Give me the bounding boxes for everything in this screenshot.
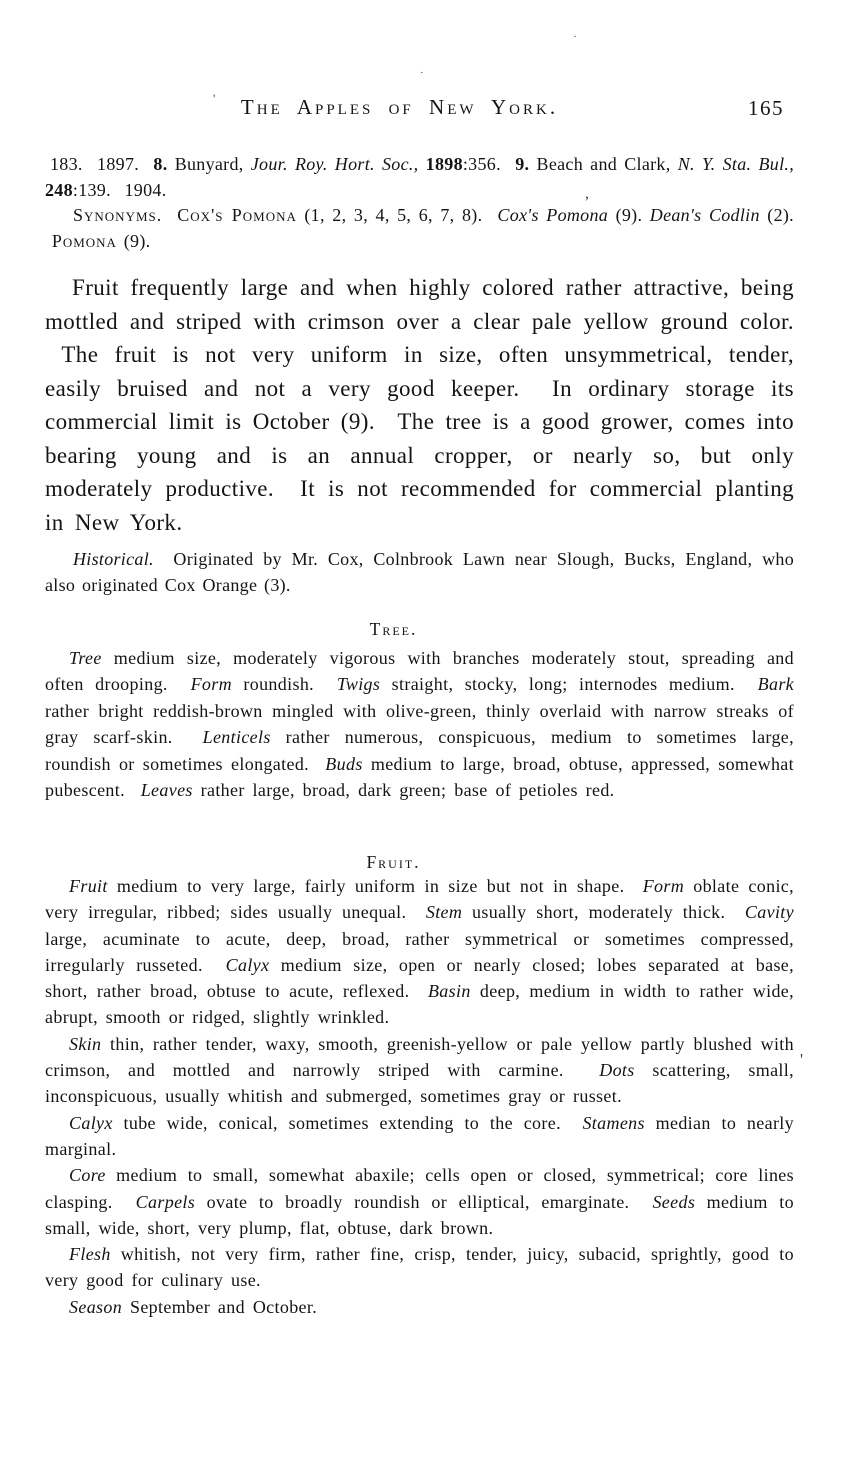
text-segment: Calyx bbox=[69, 1112, 113, 1133]
text-segment: medium to very large, fairly uniform in size but not in shape. bbox=[107, 876, 643, 896]
text-segment: thin, rather tender, waxy, smooth, greenish-yellow or pale yellow partly blushed with crimson, and mottled and narrowly striped with carmine. bbox=[45, 1033, 794, 1081]
text-segment: Buds bbox=[325, 753, 363, 774]
text-segment: medium size, open or nearly closed; lobes separated at base, short, rather broad, obtuse to acute, reflexed. bbox=[45, 954, 794, 1002]
text-segment: Stem bbox=[425, 902, 463, 923]
text-segment: roundish. bbox=[231, 674, 337, 695]
text-segment: tube wide, conical, sometimes extending to the core. bbox=[112, 1112, 583, 1133]
text-segment: Basin bbox=[427, 981, 471, 1002]
scan-artifact-mark: , bbox=[585, 185, 589, 202]
text-segment: Leaves bbox=[140, 780, 193, 801]
fruit-paragraph-general bbox=[45, 873, 794, 1031]
text-segment: September and October. bbox=[122, 1296, 318, 1317]
text-segment: Carpels bbox=[135, 1191, 196, 1212]
text-segment: medium size, moderately vigorous with branches moderately stout, spreading and often drooping. bbox=[45, 648, 794, 695]
text-segment bbox=[162, 205, 177, 225]
text-segment: Form bbox=[190, 674, 232, 695]
text-segment: Seeds bbox=[652, 1191, 696, 1212]
text-segment: Stamens bbox=[582, 1112, 645, 1133]
scan-artifact-mark: · bbox=[573, 29, 577, 43]
synonyms-paragraph bbox=[45, 203, 794, 254]
fruit-paragraph-calyx-tube bbox=[45, 1110, 794, 1163]
fruit-section-heading: Fruit. bbox=[366, 852, 421, 872]
text-segment: 183. 1897. bbox=[50, 154, 154, 174]
tree-section-heading: Tree. bbox=[369, 619, 418, 639]
text-segment: Historical. bbox=[73, 549, 154, 569]
text-segment: Cox's Pomona bbox=[497, 205, 609, 225]
text-segment: N. Y. Sta. Bul., bbox=[677, 154, 794, 174]
text-segment: Jour. Roy. Hort. Soc., bbox=[250, 154, 419, 174]
fruit-paragraph-flesh bbox=[45, 1241, 794, 1294]
text-segment: rather bright reddish-brown mingled with olive-green, thinly overlaid with narrow streaks of gray scarf-skin. bbox=[45, 700, 794, 748]
page-number: 165 bbox=[748, 96, 784, 120]
text-segment: Form bbox=[642, 876, 685, 896]
text-segment: medium to small, wide, short, very plump, flat, obtuse, dark brown. bbox=[45, 1191, 794, 1238]
historical-paragraph bbox=[45, 547, 794, 598]
text-segment: Twigs bbox=[336, 674, 381, 695]
text-segment: Season bbox=[69, 1296, 123, 1317]
scan-artifact-mark: ' bbox=[213, 91, 216, 106]
fruit-paragraph-season bbox=[45, 1294, 794, 1320]
text-segment bbox=[418, 154, 425, 174]
text-segment: (1, 2, 3, 4, 5, 6, 7, 8). bbox=[296, 205, 498, 225]
text-segment: ovate to broadly roundish or elliptical, emarginate. bbox=[195, 1191, 653, 1212]
text-segment: Tree bbox=[69, 648, 102, 668]
fruit-section-block bbox=[45, 873, 794, 1320]
text-segment: :139. 1904. bbox=[72, 179, 167, 200]
text-segment: Synonyms. bbox=[73, 205, 163, 225]
citation-paragraph bbox=[45, 152, 794, 203]
text-segment: rather numerous, conspicuous, medium to sometimes large, roundish or sometimes elongated. bbox=[45, 727, 794, 774]
text-segment: Cavity bbox=[744, 902, 794, 923]
fruit-paragraph-skin bbox=[45, 1031, 794, 1110]
text-segment: medium to large, broad, obtuse, appressed, somewhat pubescent. bbox=[45, 753, 794, 801]
text-segment: Pomona bbox=[51, 230, 117, 251]
text-segment: 8. bbox=[153, 154, 168, 174]
text-segment: straight, stocky, long; internodes medium. bbox=[380, 674, 758, 695]
text-segment: Bark bbox=[757, 674, 795, 695]
text-segment: 248 bbox=[45, 179, 73, 200]
scan-artifact-mark: ' bbox=[800, 1050, 804, 1069]
text-segment: rather large, broad, dark green; base of petioles red. bbox=[192, 780, 615, 801]
text-segment: (9). bbox=[608, 205, 650, 225]
text-segment: median to nearly marginal. bbox=[45, 1112, 795, 1159]
text-segment: Dean's Codlin bbox=[649, 205, 760, 225]
text-segment: oblate conic, very irregular, ribbed; sides usually unequal. bbox=[45, 876, 794, 923]
fruit-paragraph-core bbox=[45, 1162, 794, 1241]
text-segment: Calyx bbox=[225, 954, 270, 975]
text-segment: (2). bbox=[45, 205, 794, 251]
text-segment: deep, medium in width to rather wide, abrupt, smooth or ridged, slightly wrinkled. bbox=[45, 981, 795, 1028]
text-segment: medium to small, somewhat abaxile; cells open or closed, symmetrical; core lines clasping. bbox=[45, 1165, 794, 1212]
text-segment: Cox's Pomona bbox=[177, 205, 297, 225]
text-segment: (9). bbox=[116, 230, 151, 251]
text-segment: scattering, small, inconspicuous, usually whitish and submerged, sometimes gray or russet. bbox=[45, 1060, 794, 1107]
text-segment: 9. bbox=[515, 154, 530, 174]
text-segment: Fruit frequently large and when highly colored rather attractive, being mottled and striped with crimson over a clear pale yellow ground color. The fruit is not very uniform in size, often unsymmetrical, tender, easily bruised and not a very good keeper. In ordinary storage its commercial limit is October (9). The tree is a good grower, comes into bearing young and is an annual cropper, or nearly so, but only moderately productive. It is not recommended for commercial planting in New York. bbox=[45, 275, 794, 535]
text-segment: 1898 bbox=[425, 154, 463, 174]
text-segment: Originated by Mr. Cox, Colnbrook Lawn near Slough, Bucks, England, who also originated Cox Orange (3). bbox=[45, 549, 794, 595]
tree-paragraph bbox=[45, 645, 794, 803]
text-segment: Beach and Clark, bbox=[529, 154, 678, 174]
text-segment: large, acuminate to acute, deep, broad, rather symmetrical or sometimes compressed, irregularly russeted. bbox=[45, 928, 794, 975]
text-segment: Flesh bbox=[69, 1244, 111, 1265]
running-title: The Apples of New York. bbox=[240, 95, 559, 119]
text-segment: :356. bbox=[462, 154, 516, 174]
bibliography-block bbox=[45, 152, 794, 254]
text-segment: Bunyard, bbox=[167, 154, 251, 174]
scan-artifact-mark: · bbox=[420, 67, 424, 79]
text-segment: Dots bbox=[599, 1060, 635, 1081]
text-segment: usually short, moderately thick. bbox=[462, 902, 745, 923]
text-segment: Skin bbox=[69, 1033, 102, 1054]
text-segment: Lenticels bbox=[202, 727, 271, 748]
text-segment: whitish, not very firm, rather fine, crisp, tender, juicy, subacid, sprightly, good to very good for culinary use. bbox=[45, 1244, 794, 1291]
text-segment: Core bbox=[69, 1165, 106, 1186]
description-paragraph bbox=[45, 271, 794, 539]
text-segment: Fruit bbox=[69, 876, 108, 896]
